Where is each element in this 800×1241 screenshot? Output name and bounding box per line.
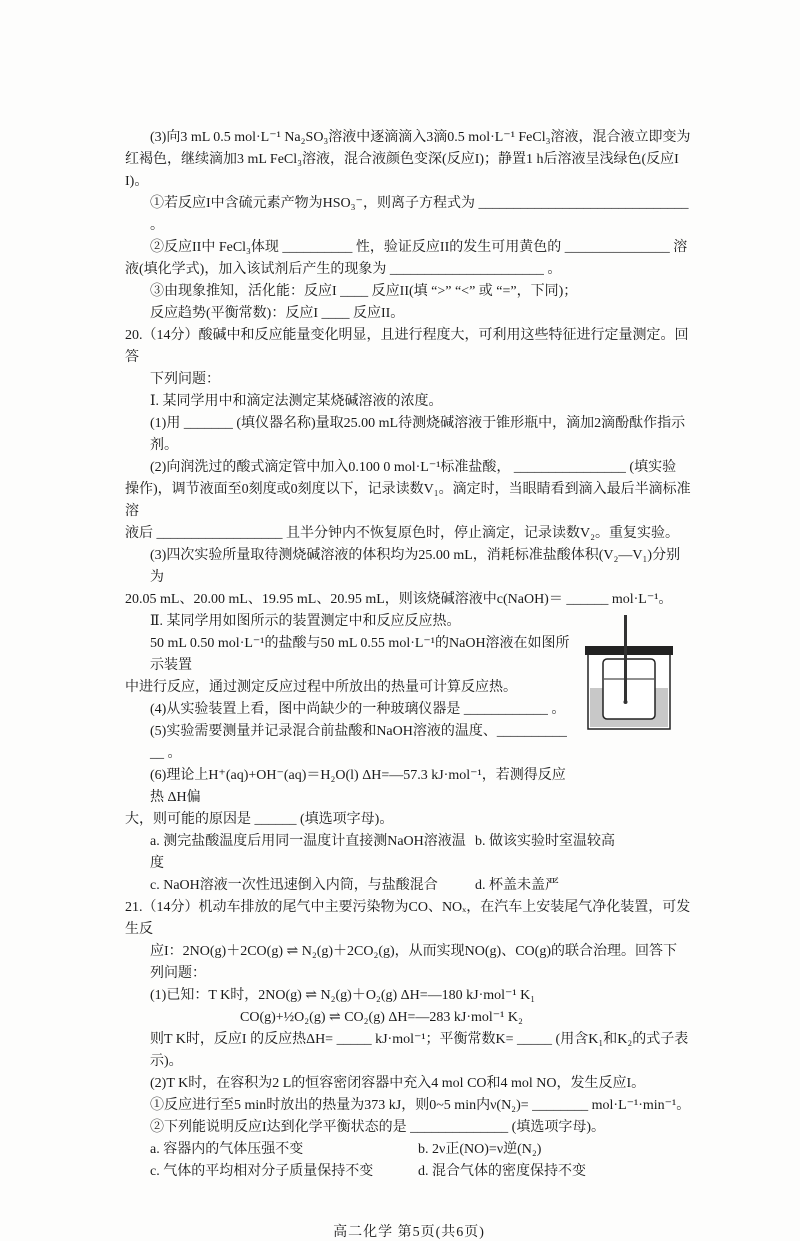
lid — [585, 646, 673, 655]
text-line: (5)实验需要测量并记录混合前盐酸和NaOH溶液的温度、____________ 。 — [150, 724, 567, 761]
option-d: d. 混合气体的密度保持不变 — [418, 1164, 586, 1179]
text-line: 下列问题： — [150, 372, 220, 387]
question-21 — [125, 897, 693, 1183]
text-line: 液后 __________________ 且半分钟内不恢复原色时，停止滴定，记录读数V₂。重复实验。 — [125, 526, 679, 541]
text-line: 应I：2NO(g)＋2CO(g) ⇌ N₂(g)＋2CO₂(g)，从而实现NO(g)、CO(g)的联合治理。回答下 — [150, 944, 677, 959]
text-line: 20.05 mL、20.00 mL、19.95 mL、20.95 mL，则该烧碱溶液中c(NaOH)＝ ______ mol·L⁻¹。 — [125, 592, 673, 607]
option-c: c. NaOH溶液一次性迅速倒入内筒，与盐酸混合 — [150, 878, 438, 893]
equation-line: CO(g)+½O₂(g) ⇌ CO₂(g) ΔH=—283 kJ·mol⁻¹ K₂ — [240, 1010, 523, 1025]
option-a: a. 测完盐酸温度后用同一温度计直接测NaOH溶液温度 — [150, 834, 466, 871]
question-19-part-3 — [125, 127, 693, 325]
text-line: 50 mL 0.50 mol·L⁻¹的盐酸与50 mL 0.55 mol·L⁻¹的NaOH溶液在如图所示装置 — [150, 636, 570, 673]
text-line: 反应趋势(平衡常数)：反应I ____ 反应II。 — [150, 306, 405, 321]
text-line: 大，则可能的原因是 ______ (填选项字母)。 — [125, 812, 394, 827]
text-line: 红褐色，继续滴加3 mL FeCl₃溶液，混合液颜色变深(反应I)；静置1 h后溶液呈浅绿色(反应II)。 — [125, 152, 679, 189]
text-line: ②下列能说明反应I达到化学平衡状态的是 ______________ (填选项字母)。 — [150, 1120, 605, 1135]
option-b: b. 做该实验时室温较高 — [475, 834, 615, 849]
text-line: (6)理论上H⁺(aq)+OH⁻(aq)＝H₂O(l) ΔH=—57.3 kJ·mol⁻¹，若测得反应热 ΔH偏 — [150, 768, 566, 805]
text-line: (2)向润洗过的酸式滴定管中加入0.100 0 mol·L⁻¹标准盐酸， ________________ (填实验 — [150, 460, 677, 475]
text-line: (1)已知：T K时，2NO(g) ⇌ N₂(g)＋O₂(g) ΔH=—180 kJ·mol⁻¹ K₁ — [150, 988, 536, 1003]
page-content — [125, 127, 693, 1241]
text-line: ②反应II中 FeCl₃体现 __________ 性，验证反应II的发生可用黄色的 _______________ 溶 — [150, 240, 688, 255]
calorimeter-diagram — [585, 613, 675, 733]
option-d: d. 杯盖未盖严 — [475, 878, 559, 893]
question-heading: 20.（14分）酸碱中和反应能量变化明显，且进行程度大，可利用这些特征进行定量测定。回答 — [125, 328, 689, 365]
question-20 — [125, 325, 693, 897]
options-q20 — [125, 831, 693, 897]
question-heading: 21.（14分）机动车排放的尾气中主要污染物为CO、NOₓ，在汽车上安装尾气净化装置，可发生反 — [125, 900, 691, 937]
text-line: ③由现象推知，活化能：反应I ____ 反应II(填 “>” “<” 或 “=”，下同)； — [150, 284, 578, 299]
text-line: ①反应进行至5 min时放出的热量为373 kJ，则0~5 min内ν(N₂)= ________ mol·L⁻¹·min⁻¹。 — [150, 1098, 691, 1113]
text-line: (1)用 _______ (填仪器名称)量取25.00 mL待测烧碱溶液于锥形瓶中，滴加2滴酚酞作指示剂。 — [150, 416, 686, 453]
inner-cup — [603, 659, 655, 719]
options-q21 — [125, 1139, 693, 1183]
option-a: a. 容器内的气体压强不变 — [150, 1142, 304, 1157]
text-line: 则T K时，反应I 的反应热ΔH= _____ kJ·mol⁻¹；平衡常数K= _____ (用含K₁和K₂的式子表示)。 — [150, 1032, 689, 1069]
text-line: (3)四次实验所量取待测烧碱溶液的体积均为25.00 mL，消耗标准盐酸体积(V₂—V₁)分别为 — [150, 548, 681, 585]
text-line: (3)向3 mL 0.5 mol·L⁻¹ Na₂SO₃溶液中逐滴滴入3滴0.5 mol·L⁻¹ FeCl₃溶液，混合液立即变为 — [150, 130, 691, 145]
section-heading: Ⅰ. 某同学用中和滴定法测定某烧碱溶液的浓度。 — [150, 394, 443, 409]
thermometer — [624, 615, 627, 701]
page-footer: 高二化学 第5页(共6页) — [333, 1225, 485, 1240]
text-line: 列问题： — [150, 966, 206, 981]
option-c: c. 气体的平均相对分子质量保持不变 — [150, 1164, 374, 1179]
option-b: b. 2ν正(NO)=ν逆(N₂) — [418, 1142, 542, 1157]
thermometer-bulb — [624, 700, 628, 704]
text-line: 操作)，调节液面至0刻度或0刻度以下，记录读数V₁。滴定时，当眼睛看到滴入最后半滴标准溶 — [125, 482, 691, 519]
text-line: (2)T K时，在容积为2 L的恒容密闭容器中充入4 mol CO和4 mol NO，发生反应I。 — [150, 1076, 646, 1091]
text-line: 液(填化学式)，加入该试剂后产生的现象为 ______________________ 。 — [125, 262, 562, 277]
text-line: (4)从实验装置上看，图中尚缺少的一种玻璃仪器是 ____________ 。 — [150, 702, 566, 717]
section-2-text — [125, 611, 570, 809]
text-line: ①若反应I中含硫元素产物为HSO₃⁻，则离子方程式为 ______________________________ 。 — [150, 196, 689, 233]
section-2 — [125, 611, 693, 809]
text-line: 中进行反应，通过测定反应过程中所放出的热量可计算反应热。 — [125, 680, 517, 695]
section-heading: Ⅱ. 某同学用如图所示的装置测定中和反应反应热。 — [150, 614, 461, 629]
